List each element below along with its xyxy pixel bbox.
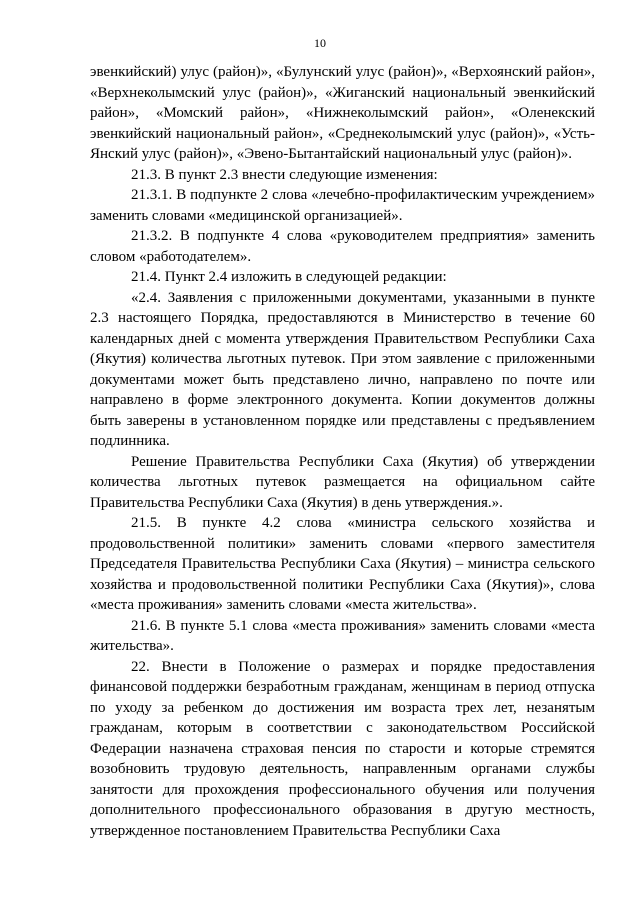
paragraph-21-3-1: 21.3.1. В подпункте 2 слова «лечебно-профилактическим учреждением» заменить словами «медицинской организацией». — [90, 187, 595, 224]
paragraph-21-6: 21.6. В пункте 5.1 слова «места проживания» заменить словами «места жительства». — [90, 617, 595, 654]
paragraph-2-4-text: «2.4. Заявления с приложенными документами, указанными в пункте 2.3 настоящего Порядка, предоставляются в Министерство в течение 60 календарных дней с момента утверждения Правительством Республики Саха (Якутия) количества льготных путевок. При этом заявление с приложенными документами может быть представлено лично, направлено по почте или направлено в форме электронного документа. Копии документов должны быть заверены в установленном порядке или представлены с предъявлением подлинника. — [90, 289, 595, 449]
paragraph-22: 22. Внести в Положение о размерах и порядке предоставления финансовой поддержки безработным гражданам, женщинам в период отпуска по уходу за ребенком до достижения им возраста трех лет, незанятым гражданам, которым в соответствии с законодательством Российской Федерации назначена страховая пенсия по старости и которые стремятся возобновить трудовую деятельность, направленным органами службы занятости для прохождения профессионального обучения или получения дополнительного профессионального образования в другую местность, утвержденное постановлением Правительства Республики Саха — [90, 658, 595, 839]
document-body — [90, 62, 595, 841]
paragraph-21-5: 21.5. В пункте 4.2 слова «министра сельского хозяйства и продовольственной политики» заменить словами «первого заместителя Председателя Правительства Республики Саха (Якутия) – министра сельского хозяйства и продовольственной политики Республики Саха (Якутия)», слова «места проживания» заменить словами «места жительства». — [90, 515, 595, 613]
paragraph-21-3: 21.3. В пункт 2.3 внести следующие изменения: — [131, 166, 438, 183]
paragraph-21-4: 21.4. Пункт 2.4 изложить в следующей редакции: — [131, 269, 447, 285]
page-number: 10 — [314, 36, 326, 50]
paragraph-district-list: эвенкийский) улус (район)», «Булунский улус (район)», «Верхоянский район», «Верхнеколымский улус (район)», «Жиганский национальный эвенкийский район», «Момский район», «Нижнеколымский район», «Оленекский эвенкийский национальный район», «Среднеколымский улус (район)», «Усть-Янский улус (район)», «Эвено-Бытантайский национальный улус (район)». — [90, 64, 595, 162]
paragraph-decision: Решение Правительства Республики Саха (Якутия) об утверждении количества льготных путевок размещается на официальном сайте Правительства Республики Саха (Якутия) в день утверждения.». — [90, 453, 595, 511]
paragraph-21-3-2: 21.3.2. В подпункте 4 слова «руководителем предприятия» заменить словом «работодателем». — [90, 228, 595, 265]
